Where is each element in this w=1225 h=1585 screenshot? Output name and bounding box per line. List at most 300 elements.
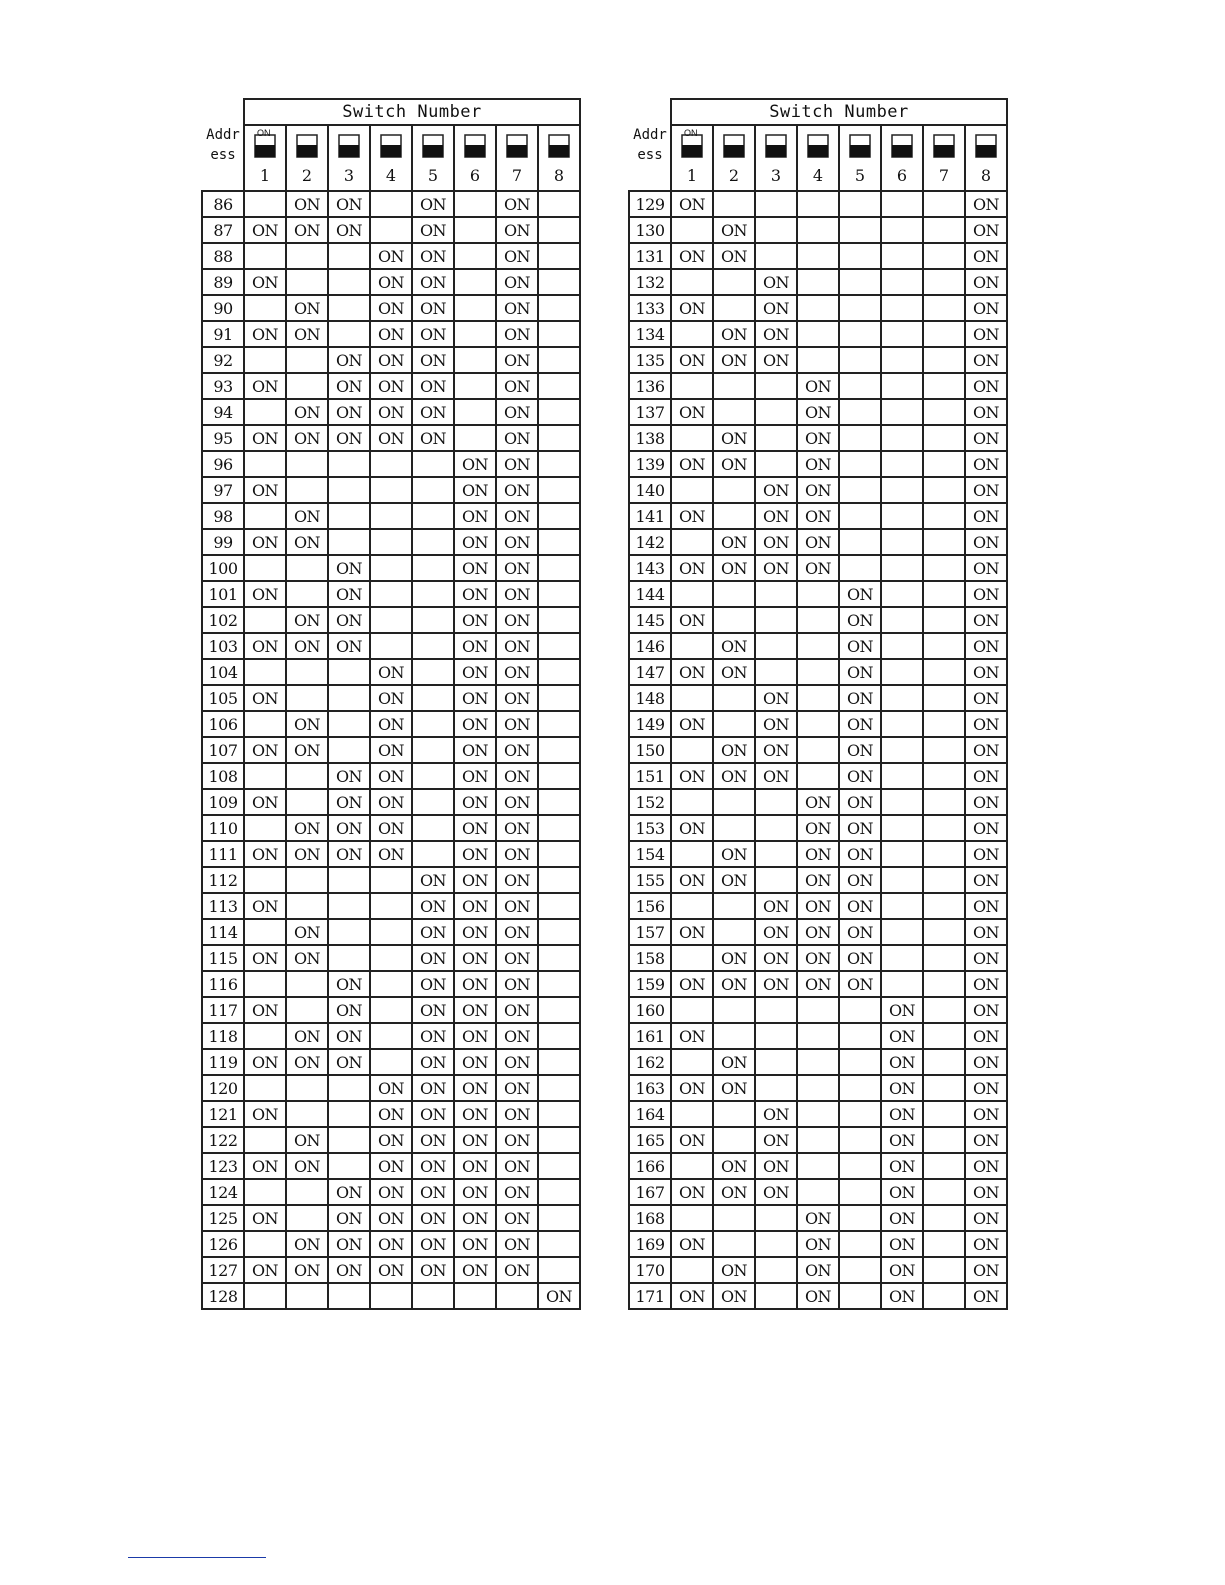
switch-2-state-cell: ON bbox=[286, 503, 328, 529]
switch-1-state-cell: ON bbox=[671, 1075, 713, 1101]
switch-6-state-cell: ON bbox=[454, 1205, 496, 1231]
table-row bbox=[629, 945, 1007, 971]
switch-8-state-cell: ON bbox=[965, 659, 1007, 685]
switch-1-state-cell bbox=[244, 503, 286, 529]
address-cell: 149 bbox=[629, 711, 671, 737]
switch-1-state-cell bbox=[244, 295, 286, 321]
switch-column-header-3 bbox=[328, 125, 370, 191]
switch-6-state-cell: ON bbox=[881, 997, 923, 1023]
dip-switch-icon bbox=[891, 132, 913, 160]
switch-1-state-cell bbox=[671, 269, 713, 295]
switch-1-state-cell bbox=[244, 399, 286, 425]
switch-6-state-cell bbox=[881, 815, 923, 841]
switch-6-state-cell bbox=[881, 685, 923, 711]
switch-2-state-cell bbox=[286, 451, 328, 477]
switch-5-state-cell bbox=[839, 1023, 881, 1049]
table-row bbox=[629, 841, 1007, 867]
switch-1-state-cell: ON bbox=[671, 347, 713, 373]
switch-3-state-cell: ON bbox=[328, 555, 370, 581]
switch-number-header: Switch Number bbox=[244, 99, 580, 125]
switch-6-state-cell bbox=[881, 789, 923, 815]
table-row bbox=[629, 529, 1007, 555]
switch-6-state-cell: ON bbox=[454, 1179, 496, 1205]
switch-2-state-cell: ON bbox=[286, 1023, 328, 1049]
switch-8-state-cell bbox=[538, 321, 580, 347]
switch-number-label: 7 bbox=[511, 166, 523, 185]
switch-5-state-cell bbox=[839, 243, 881, 269]
switch-1-state-cell: ON bbox=[244, 737, 286, 763]
table-row bbox=[629, 347, 1007, 373]
switch-3-state-cell bbox=[328, 529, 370, 555]
switch-6-state-cell bbox=[454, 373, 496, 399]
switch-2-state-cell bbox=[713, 477, 755, 503]
switch-8-state-cell: ON bbox=[965, 685, 1007, 711]
switch-4-state-cell: ON bbox=[797, 477, 839, 503]
switch-5-state-cell bbox=[412, 451, 454, 477]
table-row bbox=[202, 607, 580, 633]
switch-3-state-cell bbox=[755, 659, 797, 685]
switch-7-state-cell bbox=[923, 1153, 965, 1179]
switch-5-state-cell: ON bbox=[412, 1049, 454, 1075]
switch-7-state-cell: ON bbox=[496, 1049, 538, 1075]
switch-3-state-cell: ON bbox=[755, 555, 797, 581]
switch-7-state-cell: ON bbox=[496, 503, 538, 529]
switch-5-state-cell bbox=[412, 789, 454, 815]
switch-2-state-cell bbox=[286, 971, 328, 997]
switch-4-state-cell: ON bbox=[370, 399, 412, 425]
switch-number-label: 6 bbox=[469, 166, 481, 185]
dip-switch-icon bbox=[807, 132, 829, 160]
switch-5-state-cell bbox=[839, 295, 881, 321]
switch-7-state-cell bbox=[923, 789, 965, 815]
switch-3-state-cell bbox=[755, 997, 797, 1023]
switch-4-state-cell: ON bbox=[370, 1075, 412, 1101]
dip-switch-icon bbox=[933, 132, 955, 160]
switch-4-state-cell: ON bbox=[797, 841, 839, 867]
switch-4-state-cell: ON bbox=[370, 815, 412, 841]
switch-3-state-cell bbox=[328, 243, 370, 269]
address-header-text: Addr bbox=[206, 127, 240, 143]
dip-switch-icon bbox=[338, 132, 360, 160]
address-cell: 118 bbox=[202, 1023, 244, 1049]
table-row bbox=[629, 789, 1007, 815]
address-cell: 161 bbox=[629, 1023, 671, 1049]
switch-7-state-cell: ON bbox=[496, 867, 538, 893]
switch-2-state-cell: ON bbox=[713, 763, 755, 789]
switch-column-header-5 bbox=[412, 125, 454, 191]
table-row bbox=[629, 581, 1007, 607]
address-cell: 101 bbox=[202, 581, 244, 607]
switch-1-state-cell: ON bbox=[244, 529, 286, 555]
switch-3-state-cell: ON bbox=[328, 815, 370, 841]
table-row bbox=[202, 555, 580, 581]
address-cell: 95 bbox=[202, 425, 244, 451]
switch-6-state-cell bbox=[881, 451, 923, 477]
switch-5-state-cell: ON bbox=[839, 945, 881, 971]
switch-8-state-cell: ON bbox=[965, 763, 1007, 789]
switch-2-state-cell: ON bbox=[713, 555, 755, 581]
switch-4-state-cell: ON bbox=[797, 971, 839, 997]
table-row bbox=[629, 1075, 1007, 1101]
address-cell: 122 bbox=[202, 1127, 244, 1153]
switch-number-label: 7 bbox=[938, 166, 950, 185]
switch-7-state-cell: ON bbox=[496, 1023, 538, 1049]
switch-2-state-cell: ON bbox=[713, 1049, 755, 1075]
table-row bbox=[202, 191, 580, 217]
switch-8-state-cell: ON bbox=[965, 893, 1007, 919]
address-cell: 166 bbox=[629, 1153, 671, 1179]
switch-2-state-cell bbox=[286, 477, 328, 503]
switch-1-state-cell: ON bbox=[244, 945, 286, 971]
switch-1-state-cell: ON bbox=[671, 607, 713, 633]
switch-3-state-cell: ON bbox=[328, 1023, 370, 1049]
switch-6-state-cell: ON bbox=[881, 1153, 923, 1179]
address-cell: 91 bbox=[202, 321, 244, 347]
switch-1-state-cell: ON bbox=[244, 425, 286, 451]
switch-6-state-cell bbox=[881, 347, 923, 373]
address-cell: 90 bbox=[202, 295, 244, 321]
address-cell: 130 bbox=[629, 217, 671, 243]
switch-8-state-cell: ON bbox=[965, 867, 1007, 893]
switch-6-state-cell bbox=[881, 477, 923, 503]
switch-7-state-cell bbox=[923, 737, 965, 763]
switch-7-state-cell bbox=[923, 295, 965, 321]
switch-1-state-cell bbox=[244, 711, 286, 737]
switch-8-state-cell: ON bbox=[965, 711, 1007, 737]
switch-4-state-cell: ON bbox=[370, 1153, 412, 1179]
switch-1-state-cell bbox=[671, 529, 713, 555]
switch-5-state-cell bbox=[839, 1283, 881, 1309]
table-row bbox=[629, 633, 1007, 659]
switch-7-state-cell: ON bbox=[496, 555, 538, 581]
switch-2-state-cell: ON bbox=[713, 1153, 755, 1179]
switch-4-state-cell bbox=[797, 1101, 839, 1127]
switch-4-state-cell bbox=[797, 737, 839, 763]
table-row bbox=[202, 581, 580, 607]
switch-3-state-cell bbox=[328, 867, 370, 893]
switch-7-state-cell bbox=[923, 919, 965, 945]
switch-4-state-cell bbox=[797, 191, 839, 217]
switch-4-state-cell: ON bbox=[370, 1179, 412, 1205]
address-cell: 159 bbox=[629, 971, 671, 997]
switch-7-state-cell: ON bbox=[496, 477, 538, 503]
switch-6-state-cell: ON bbox=[454, 737, 496, 763]
address-cell: 168 bbox=[629, 1205, 671, 1231]
switch-3-state-cell bbox=[755, 867, 797, 893]
switch-4-state-cell: ON bbox=[797, 815, 839, 841]
switch-7-state-cell bbox=[923, 1075, 965, 1101]
address-cell: 139 bbox=[629, 451, 671, 477]
switch-2-state-cell bbox=[286, 347, 328, 373]
switch-6-state-cell: ON bbox=[881, 1023, 923, 1049]
switch-8-state-cell bbox=[538, 789, 580, 815]
switch-7-state-cell bbox=[923, 997, 965, 1023]
switch-6-state-cell bbox=[881, 217, 923, 243]
address-cell: 112 bbox=[202, 867, 244, 893]
switch-2-state-cell bbox=[286, 789, 328, 815]
switch-2-state-cell: ON bbox=[713, 633, 755, 659]
table-row bbox=[202, 659, 580, 685]
switch-5-state-cell: ON bbox=[839, 711, 881, 737]
switch-3-state-cell: ON bbox=[328, 997, 370, 1023]
address-cell: 157 bbox=[629, 919, 671, 945]
address-cell: 155 bbox=[629, 867, 671, 893]
switch-column-header-2 bbox=[286, 125, 328, 191]
switch-5-state-cell: ON bbox=[412, 1205, 454, 1231]
switch-8-state-cell: ON bbox=[965, 633, 1007, 659]
switch-4-state-cell bbox=[797, 321, 839, 347]
switch-5-state-cell: ON bbox=[839, 789, 881, 815]
switch-4-state-cell bbox=[370, 1023, 412, 1049]
switch-4-state-cell: ON bbox=[797, 919, 839, 945]
switch-2-state-cell bbox=[286, 1075, 328, 1101]
switch-4-state-cell bbox=[797, 607, 839, 633]
switch-5-state-cell bbox=[839, 217, 881, 243]
switch-5-state-cell bbox=[839, 1179, 881, 1205]
table-row bbox=[202, 997, 580, 1023]
address-cell: 123 bbox=[202, 1153, 244, 1179]
switch-6-state-cell: ON bbox=[881, 1075, 923, 1101]
switch-6-state-cell bbox=[881, 893, 923, 919]
switch-8-state-cell: ON bbox=[965, 997, 1007, 1023]
switch-6-state-cell bbox=[454, 243, 496, 269]
switch-8-state-cell bbox=[538, 1231, 580, 1257]
switch-7-state-cell: ON bbox=[496, 1101, 538, 1127]
switch-5-state-cell bbox=[839, 425, 881, 451]
switch-5-state-cell: ON bbox=[839, 633, 881, 659]
table-row bbox=[202, 867, 580, 893]
switch-3-state-cell: ON bbox=[755, 1153, 797, 1179]
switch-8-state-cell bbox=[538, 529, 580, 555]
switch-3-state-cell: ON bbox=[755, 893, 797, 919]
address-header bbox=[202, 99, 244, 191]
switch-1-state-cell: ON bbox=[244, 789, 286, 815]
switch-3-state-cell bbox=[328, 945, 370, 971]
switch-1-state-cell bbox=[671, 997, 713, 1023]
switch-5-state-cell: ON bbox=[412, 1231, 454, 1257]
switch-6-state-cell: ON bbox=[454, 971, 496, 997]
switch-5-state-cell: ON bbox=[412, 191, 454, 217]
switch-4-state-cell: ON bbox=[797, 451, 839, 477]
switch-5-state-cell: ON bbox=[412, 217, 454, 243]
switch-column-header-1 bbox=[244, 125, 286, 191]
address-header-text: Addr bbox=[633, 127, 667, 143]
switch-7-state-cell bbox=[923, 971, 965, 997]
switch-3-state-cell: ON bbox=[328, 1205, 370, 1231]
switch-1-state-cell: ON bbox=[671, 867, 713, 893]
switch-3-state-cell: ON bbox=[328, 971, 370, 997]
address-cell: 125 bbox=[202, 1205, 244, 1231]
switch-5-state-cell bbox=[839, 1049, 881, 1075]
switch-3-state-cell bbox=[755, 581, 797, 607]
switch-7-state-cell bbox=[923, 1179, 965, 1205]
address-cell: 164 bbox=[629, 1101, 671, 1127]
switch-8-state-cell bbox=[538, 399, 580, 425]
switch-5-state-cell: ON bbox=[412, 893, 454, 919]
switch-3-state-cell bbox=[328, 893, 370, 919]
switch-6-state-cell: ON bbox=[454, 841, 496, 867]
dip-switch-icon bbox=[506, 132, 528, 160]
table-row bbox=[629, 867, 1007, 893]
switch-3-state-cell: ON bbox=[755, 737, 797, 763]
table-row bbox=[629, 321, 1007, 347]
switch-6-state-cell: ON bbox=[881, 1127, 923, 1153]
switch-5-state-cell bbox=[412, 633, 454, 659]
dip-switch-icon bbox=[975, 132, 997, 160]
switch-2-state-cell bbox=[713, 1205, 755, 1231]
switch-4-state-cell bbox=[797, 997, 839, 1023]
dip-switch-icon bbox=[681, 128, 703, 160]
switch-4-state-cell bbox=[370, 997, 412, 1023]
address-cell: 117 bbox=[202, 997, 244, 1023]
table-row bbox=[202, 503, 580, 529]
switch-6-state-cell bbox=[881, 191, 923, 217]
switch-1-state-cell: ON bbox=[244, 1205, 286, 1231]
table-row bbox=[202, 243, 580, 269]
address-header bbox=[629, 99, 671, 191]
table-row bbox=[202, 1179, 580, 1205]
switch-7-state-cell: ON bbox=[496, 399, 538, 425]
table-row bbox=[202, 737, 580, 763]
switch-1-state-cell bbox=[671, 217, 713, 243]
address-cell: 129 bbox=[629, 191, 671, 217]
switch-8-state-cell: ON bbox=[965, 399, 1007, 425]
switch-4-state-cell bbox=[797, 217, 839, 243]
switch-number-label: 1 bbox=[259, 166, 271, 185]
address-cell: 99 bbox=[202, 529, 244, 555]
switch-5-state-cell bbox=[839, 399, 881, 425]
switch-5-state-cell bbox=[412, 1283, 454, 1309]
switch-5-state-cell bbox=[839, 1153, 881, 1179]
switch-3-state-cell: ON bbox=[755, 477, 797, 503]
switch-4-state-cell: ON bbox=[797, 555, 839, 581]
switch-1-state-cell: ON bbox=[671, 555, 713, 581]
switch-5-state-cell: ON bbox=[839, 841, 881, 867]
switch-7-state-cell bbox=[923, 529, 965, 555]
switch-1-state-cell bbox=[244, 919, 286, 945]
switch-5-state-cell bbox=[839, 1075, 881, 1101]
dip-switch-icon bbox=[464, 132, 486, 160]
switch-number-label: 2 bbox=[301, 166, 313, 185]
switch-6-state-cell: ON bbox=[454, 451, 496, 477]
switch-2-state-cell bbox=[713, 399, 755, 425]
switch-3-state-cell bbox=[755, 1049, 797, 1075]
address-cell: 116 bbox=[202, 971, 244, 997]
switch-4-state-cell bbox=[797, 269, 839, 295]
switch-3-state-cell: ON bbox=[755, 711, 797, 737]
switch-column-header-4 bbox=[370, 125, 412, 191]
table-row bbox=[629, 685, 1007, 711]
switch-1-state-cell: ON bbox=[244, 997, 286, 1023]
switch-4-state-cell bbox=[797, 1075, 839, 1101]
switch-4-state-cell bbox=[370, 529, 412, 555]
switch-6-state-cell: ON bbox=[454, 789, 496, 815]
switch-2-state-cell bbox=[286, 659, 328, 685]
switch-2-state-cell: ON bbox=[713, 1283, 755, 1309]
switch-8-state-cell bbox=[538, 555, 580, 581]
footnote-separator bbox=[128, 1557, 266, 1558]
switch-4-state-cell: ON bbox=[370, 243, 412, 269]
table-row bbox=[202, 789, 580, 815]
switch-1-state-cell: ON bbox=[671, 815, 713, 841]
switch-2-state-cell: ON bbox=[286, 217, 328, 243]
switch-8-state-cell: ON bbox=[965, 217, 1007, 243]
on-label: ON bbox=[684, 128, 698, 138]
switch-number-label: 4 bbox=[385, 166, 397, 185]
address-cell: 94 bbox=[202, 399, 244, 425]
switch-8-state-cell bbox=[538, 347, 580, 373]
switch-number-label: 2 bbox=[728, 166, 740, 185]
switch-7-state-cell bbox=[923, 399, 965, 425]
switch-2-state-cell: ON bbox=[286, 919, 328, 945]
address-header-text: ess bbox=[637, 147, 663, 163]
switch-6-state-cell: ON bbox=[881, 1257, 923, 1283]
address-cell: 106 bbox=[202, 711, 244, 737]
table-row bbox=[629, 1231, 1007, 1257]
switch-4-state-cell bbox=[797, 295, 839, 321]
switch-6-state-cell: ON bbox=[454, 1231, 496, 1257]
switch-2-state-cell bbox=[286, 555, 328, 581]
switch-1-state-cell: ON bbox=[671, 503, 713, 529]
switch-number-label: 3 bbox=[770, 166, 782, 185]
switch-3-state-cell bbox=[755, 815, 797, 841]
switch-1-state-cell bbox=[671, 633, 713, 659]
switch-5-state-cell bbox=[412, 763, 454, 789]
switch-7-state-cell: ON bbox=[496, 997, 538, 1023]
table-row bbox=[202, 945, 580, 971]
switch-8-state-cell bbox=[538, 451, 580, 477]
switch-1-state-cell bbox=[671, 841, 713, 867]
switch-2-state-cell bbox=[713, 1101, 755, 1127]
address-cell: 92 bbox=[202, 347, 244, 373]
switch-6-state-cell bbox=[881, 555, 923, 581]
address-cell: 86 bbox=[202, 191, 244, 217]
switch-6-state-cell: ON bbox=[881, 1049, 923, 1075]
switch-1-state-cell bbox=[671, 893, 713, 919]
switch-5-state-cell: ON bbox=[412, 321, 454, 347]
switch-4-state-cell: ON bbox=[370, 1257, 412, 1283]
switch-6-state-cell bbox=[881, 243, 923, 269]
switch-3-state-cell bbox=[328, 1127, 370, 1153]
switch-1-state-cell: ON bbox=[244, 893, 286, 919]
switch-2-state-cell: ON bbox=[286, 633, 328, 659]
switch-7-state-cell: ON bbox=[496, 815, 538, 841]
switch-6-state-cell: ON bbox=[454, 997, 496, 1023]
switch-8-state-cell bbox=[538, 373, 580, 399]
switch-4-state-cell: ON bbox=[370, 1205, 412, 1231]
switch-8-state-cell: ON bbox=[965, 1257, 1007, 1283]
switch-6-state-cell bbox=[881, 659, 923, 685]
switch-7-state-cell bbox=[923, 763, 965, 789]
switch-2-state-cell bbox=[713, 1231, 755, 1257]
switch-1-state-cell bbox=[671, 477, 713, 503]
table-row bbox=[202, 425, 580, 451]
switch-6-state-cell: ON bbox=[454, 503, 496, 529]
address-cell: 104 bbox=[202, 659, 244, 685]
address-cell: 111 bbox=[202, 841, 244, 867]
switch-8-state-cell: ON bbox=[965, 555, 1007, 581]
switch-8-state-cell bbox=[538, 971, 580, 997]
switch-1-state-cell bbox=[244, 1231, 286, 1257]
table-row bbox=[629, 1101, 1007, 1127]
switch-1-state-cell bbox=[671, 581, 713, 607]
switch-6-state-cell: ON bbox=[454, 763, 496, 789]
switch-2-state-cell bbox=[286, 373, 328, 399]
switch-4-state-cell bbox=[370, 1049, 412, 1075]
switch-4-state-cell: ON bbox=[797, 789, 839, 815]
switch-3-state-cell bbox=[328, 685, 370, 711]
switch-5-state-cell bbox=[412, 685, 454, 711]
